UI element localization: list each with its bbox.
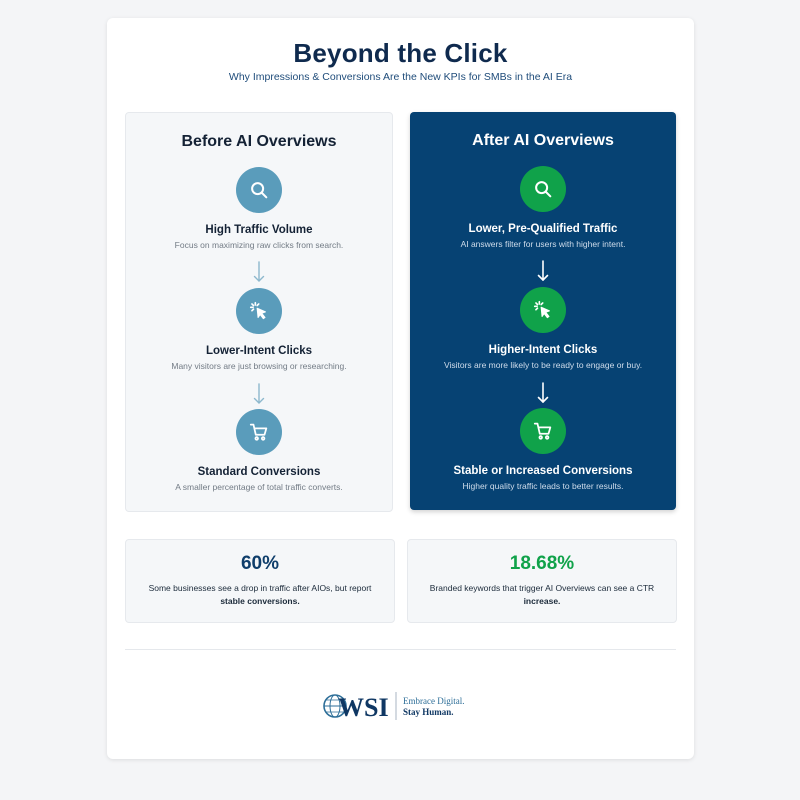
cursor-click-icon [236,288,282,334]
stat-text: Branded keywords that trigger AI Overviews can see a CTR [429,583,655,593]
step-description: A smaller percentage of total traffic converts. [175,482,343,492]
stat-value: 18.68% [509,553,575,574]
infographic-card [107,18,694,759]
after-step-conversions [410,408,676,491]
search-icon [520,166,566,212]
shopping-cart-icon [236,409,282,455]
page-title: Beyond the Click [293,38,508,68]
before-step-clicks [126,288,392,371]
down-arrow-icon [126,383,392,405]
down-arrow-icon [410,382,676,404]
step-description: Higher quality traffic leads to better results. [462,481,624,491]
logo-wordmark: WSI [338,693,389,722]
search-icon [236,167,282,213]
step-description: Focus on maximizing raw clicks from search. [174,240,344,250]
after-step-traffic [410,166,676,249]
stat-text: Some businesses see a drop in traffic after AIOs, but report [148,583,372,593]
stat-description [126,582,394,608]
cursor-click-icon [520,287,566,333]
stat-emphasis: increase. [523,595,561,606]
step-title: Lower, Pre-Qualified Traffic [468,223,618,235]
wsi-logo [107,688,694,724]
logo-tagline-1: Embrace Digital. [403,696,465,706]
down-arrow-icon [126,261,392,283]
down-arrow-icon [410,260,676,282]
after-ai-overviews-panel [410,112,676,510]
before-step-conversions [126,409,392,492]
step-title: Standard Conversions [197,466,321,478]
step-title: Higher-Intent Clicks [488,344,598,356]
step-description: Many visitors are just browsing or researching. [171,361,347,371]
step-title: High Traffic Volume [205,224,313,236]
before-panel-title: Before AI Overviews [181,133,337,150]
after-step-clicks [410,287,676,370]
page-subtitle: Why Impressions & Conversions Are the New KPIs for SMBs in the AI Era [228,71,573,83]
stat-description [408,582,676,608]
step-description: Visitors are more likely to be ready to engage or buy. [443,360,643,370]
divider [125,649,676,650]
logo-tagline-2: Stay Human. [403,707,454,717]
stat-value: 60% [240,553,280,574]
stat-card-ctr-increase [407,539,677,623]
stat-emphasis: stable conversions. [220,595,300,606]
after-panel-title: After AI Overviews [472,132,614,149]
before-step-traffic [126,167,392,250]
step-title: Lower-Intent Clicks [205,345,313,357]
shopping-cart-icon [520,408,566,454]
stat-card-traffic-drop [125,539,395,623]
step-description: AI answers filter for users with higher intent. [460,239,626,249]
before-ai-overviews-panel [125,112,393,512]
step-title: Stable or Increased Conversions [453,465,633,477]
